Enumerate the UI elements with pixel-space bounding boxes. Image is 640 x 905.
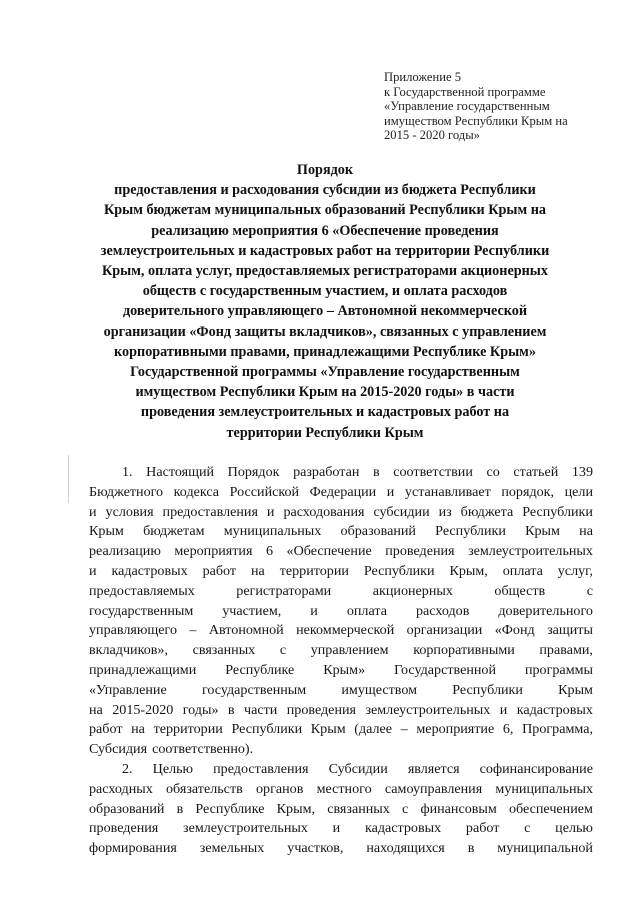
word: бюджета (460, 503, 514, 520)
word: кадастровых (111, 562, 188, 579)
word: с (402, 800, 409, 817)
title-line: корпоративными правами, принадлежащими Республике Крым» (114, 343, 536, 360)
body-line (89, 582, 593, 602)
word: имуществом (341, 681, 418, 698)
word: – (189, 622, 197, 639)
title-line: Крым бюджетам муниципальных образований Республики Крым на (103, 202, 546, 219)
word: устанавливает (404, 483, 491, 500)
word: муниципальных (495, 780, 593, 797)
word: кадастровых (364, 820, 442, 837)
word: Крым (525, 523, 560, 540)
word: с (524, 820, 531, 837)
appendix-line: 2015 - 2020 годы» (384, 128, 480, 143)
appendix-line: «Управление государственным (384, 99, 550, 114)
word: – (400, 721, 408, 738)
body-line (89, 542, 593, 562)
word: Федерации (309, 483, 377, 500)
title-heading: Порядок (296, 162, 354, 178)
body-line (89, 621, 593, 641)
word: условия (105, 503, 154, 520)
word: в (467, 840, 475, 857)
document-title (60, 160, 590, 443)
word: работ (89, 721, 123, 738)
word: и (310, 602, 318, 619)
word: Автономной (208, 622, 284, 639)
word: обеспечением (508, 800, 593, 817)
word: находящихся (366, 840, 445, 857)
word: связанных (192, 642, 256, 659)
word: связанных (327, 800, 390, 817)
word: статьей (513, 464, 559, 480)
word: предоставления (213, 760, 309, 777)
word: соответствии (393, 464, 473, 480)
word: правами, (539, 642, 593, 659)
word: 6, (502, 721, 514, 738)
word: управляющего (89, 622, 177, 639)
word: государственным (89, 602, 194, 619)
word: принадлежащими (89, 661, 197, 678)
word: земельных (199, 840, 265, 857)
appendix-note (384, 70, 634, 143)
word: мероприятия (174, 543, 253, 560)
word: управлением (310, 642, 389, 659)
word: расходования (283, 503, 365, 520)
word: с (279, 642, 287, 659)
word: государственным (201, 681, 307, 698)
word: Республики (435, 523, 506, 540)
title-line: проведения землеустроительных и кадастровых работ на (140, 404, 510, 421)
word: соответственно). (152, 741, 254, 758)
body-line (89, 463, 593, 483)
word: Настоящий (146, 464, 215, 480)
word: проведения (286, 701, 357, 718)
word: на (250, 562, 265, 579)
word: Республики (231, 721, 303, 738)
word: расходов (415, 602, 470, 619)
title-line: организации «Фонд защиты вкладчиков», связанных с управлением (103, 323, 547, 340)
body-line (89, 780, 593, 800)
word: Республики (363, 562, 435, 579)
word: землеустроительных (365, 701, 491, 718)
word: кадастровых (516, 701, 593, 718)
appendix-line: имуществом Республики Крым на (384, 113, 568, 128)
word: на (131, 721, 145, 738)
word: местного (316, 780, 372, 797)
word: Государственной (394, 661, 497, 678)
body-line (89, 839, 593, 859)
word: Российской (229, 483, 300, 500)
word: Крым, (449, 562, 488, 579)
word: органов (256, 780, 304, 797)
word: на (89, 701, 103, 718)
word: 2015-2020 (112, 701, 174, 718)
word: целью (555, 820, 593, 837)
word: и (266, 503, 275, 520)
word: предоставления (162, 503, 258, 520)
title-line: доверительного управляющего – Автономной некоммерческой (122, 303, 528, 320)
body-line (89, 681, 593, 701)
word: организации (406, 622, 483, 639)
word: и (499, 701, 508, 718)
word: обществ (494, 582, 546, 599)
word: расходных (89, 780, 153, 797)
word: оплата (502, 562, 543, 579)
word: Крым (89, 523, 124, 540)
word: Республики (522, 503, 593, 520)
word: бюджетам (143, 523, 205, 540)
word: участков, (287, 840, 344, 857)
word: оплата (346, 602, 387, 619)
title-line: имуществом Республики Крым на 2015-2020 годы» в части (135, 384, 515, 401)
word: самоуправления (384, 780, 483, 797)
word: «Обеспечение (286, 543, 372, 560)
word: кодекса (173, 483, 220, 500)
appendix-line: Приложение 5 (384, 70, 462, 84)
word: в (227, 701, 235, 718)
word: Крым, (276, 800, 316, 817)
word: 1. (122, 464, 133, 480)
word: финансовым (420, 800, 497, 817)
word: корпоративными (413, 642, 515, 659)
word: цели (564, 483, 593, 500)
body-line (89, 819, 593, 839)
word: работ (465, 820, 500, 837)
word: и (386, 483, 395, 500)
word: программы (524, 661, 593, 678)
body-line (89, 522, 593, 542)
word: со (486, 464, 500, 480)
word: вкладчиков», (89, 642, 168, 659)
word: в (373, 464, 380, 480)
word: части (244, 701, 278, 718)
word: разработан (293, 464, 360, 480)
title-line: территории Республики Крым (226, 424, 424, 441)
word: Крым (310, 721, 346, 738)
word: Крым» (323, 661, 366, 678)
title-line: Государственной программы «Управление государственным (130, 364, 520, 381)
word: Целью (152, 760, 194, 777)
word: предоставляемых (89, 582, 195, 599)
word: Порядок (227, 464, 280, 480)
word: годы» (182, 701, 219, 718)
word: Субсидия (89, 741, 148, 758)
word: с (586, 582, 593, 599)
word: Республике (195, 800, 265, 817)
word: работ (202, 562, 237, 579)
word: участием, (222, 602, 282, 619)
word: порядок, (501, 483, 555, 500)
title-line: реализацию мероприятия 6 «Обеспечение проведения (151, 222, 499, 239)
word: 2. (122, 760, 133, 777)
body-line (89, 641, 593, 661)
word: и (89, 503, 97, 520)
word: на (579, 523, 593, 540)
word: формирования (89, 840, 177, 857)
body-line (89, 720, 593, 740)
body-line (89, 740, 593, 760)
word: образований (89, 800, 165, 817)
body-line (89, 503, 593, 523)
word: и (332, 820, 341, 837)
word: доверительного (498, 602, 593, 619)
word: реализацию (89, 543, 161, 560)
title-line: предоставления и расходования субсидии из бюджета Республики (114, 182, 536, 199)
word: землеустроительных (468, 543, 593, 560)
scan-artifact (68, 455, 69, 503)
body-line (89, 661, 593, 681)
word: акционерных (372, 582, 453, 599)
word: регистраторами (236, 582, 332, 599)
title-line: Крым, оплата услуг, предоставляемых регистраторами акционерных (102, 263, 548, 280)
word: «Управление (89, 681, 167, 698)
word: образований (340, 523, 416, 540)
word: софинансирование (479, 760, 593, 777)
word: муниципальных (223, 523, 322, 540)
word: территории (153, 721, 223, 738)
word: Республике (225, 661, 295, 678)
word: Бюджетного (89, 483, 164, 500)
appendix-line: к Государственной программе (384, 84, 546, 99)
word: Субсидии (328, 760, 388, 777)
word: Республики (452, 681, 523, 698)
word: 139 (571, 464, 593, 480)
word: проведения (385, 543, 455, 560)
word: субсидии (373, 503, 430, 520)
body-line (89, 800, 593, 820)
word: (далее (354, 721, 393, 738)
document-body (89, 463, 593, 859)
title-line: землеустроительных и кадастровых работ на территории Республики (100, 242, 550, 259)
body-line (89, 701, 593, 721)
body-line (89, 562, 593, 582)
word: и (89, 562, 97, 579)
word: территории (279, 562, 349, 579)
word: муниципальной (497, 840, 593, 857)
word: некоммерческой (296, 622, 395, 639)
word: обязательств (166, 780, 243, 797)
body-line (89, 760, 593, 780)
word: в (176, 800, 184, 817)
word: Программа, (522, 721, 593, 738)
word: Крым (558, 681, 593, 698)
word: защиты (547, 622, 593, 639)
word: мероприятие (416, 721, 495, 738)
word: 6 (265, 543, 274, 560)
word: землеустроительных (183, 820, 308, 837)
word: «Фонд (494, 622, 535, 639)
word: услуг, (557, 562, 593, 579)
body-line (89, 602, 593, 622)
word: является (407, 760, 460, 777)
body-line (89, 483, 593, 503)
title-line: обществ с государственным участием, и оплата расходов (142, 283, 508, 300)
word: из (438, 503, 452, 520)
word: проведения (89, 820, 159, 837)
